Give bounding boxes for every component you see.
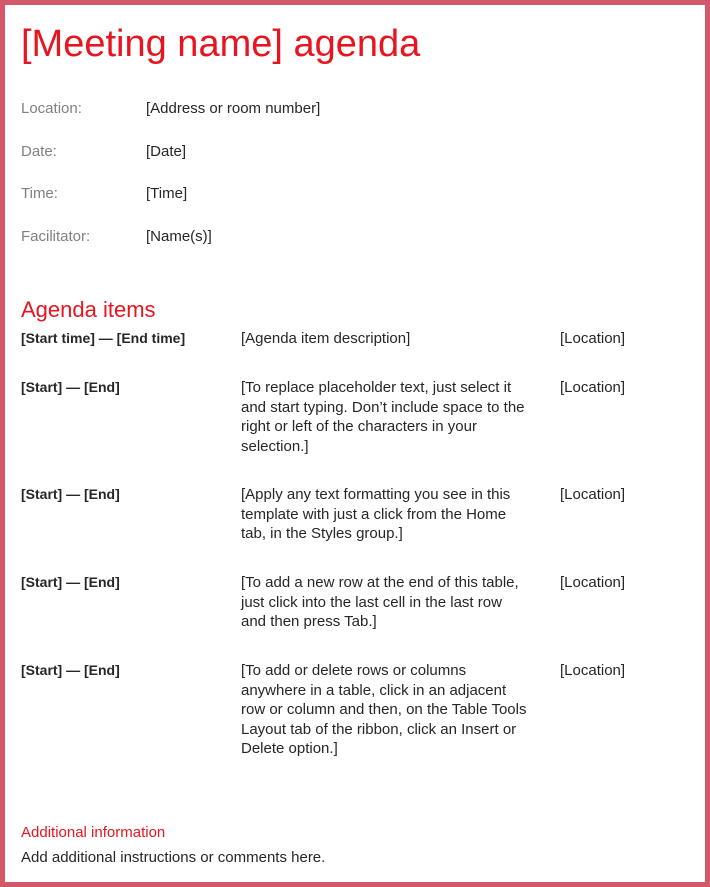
agenda-location[interactable]: [Location] xyxy=(560,662,626,679)
agenda-location[interactable]: [Location] xyxy=(560,330,626,347)
agenda-time[interactable]: [Start] — [End] xyxy=(21,662,120,678)
agenda-description[interactable]: [Agenda item description] xyxy=(241,330,411,347)
agenda-description[interactable]: [To add or delete rows or columns anywhere in a table, click in an adjacent row or column and then, on the Table Tools Layout tab of the ribbon, click an Insert or Delete option.] xyxy=(241,662,527,757)
detail-label: Time: xyxy=(21,185,58,202)
page-title: [Meeting name] agenda xyxy=(21,23,421,65)
detail-label: Facilitator: xyxy=(21,228,91,245)
agenda-time[interactable]: [Start] — [End] xyxy=(21,486,120,502)
agenda-location[interactable]: [Location] xyxy=(560,379,626,396)
agenda-location[interactable]: [Location] xyxy=(560,486,626,503)
detail-value[interactable]: [Time] xyxy=(146,185,188,202)
agenda-time[interactable]: [Start] — [End] xyxy=(21,574,120,590)
agenda-time[interactable]: [Start time] — [End time] xyxy=(21,330,186,346)
detail-value[interactable]: [Name(s)] xyxy=(146,228,212,245)
agenda-location[interactable]: [Location] xyxy=(560,574,626,591)
additional-info-heading: Additional information xyxy=(21,824,166,841)
agenda-description[interactable]: [To add a new row at the end of this table, just click into the last cell in the last row and then press Tab.] xyxy=(241,574,519,630)
agenda-heading: Agenda items xyxy=(21,297,156,322)
agenda-description[interactable]: [To replace placeholder text, just select it and start typing. Don’t include space to the right or left of the characters in your selection.] xyxy=(241,379,525,455)
agenda-description[interactable]: [Apply any text formatting you see in this template with just a click from the Home tab, in the Styles group.] xyxy=(241,486,511,542)
detail-value[interactable]: [Address or room number] xyxy=(146,100,321,117)
detail-label: Location: xyxy=(21,100,82,117)
additional-info-text[interactable]: Add additional instructions or comments here. xyxy=(21,849,326,866)
detail-label: Date: xyxy=(21,143,57,160)
agenda-time[interactable]: [Start] — [End] xyxy=(21,379,120,395)
detail-value[interactable]: [Date] xyxy=(146,143,187,160)
